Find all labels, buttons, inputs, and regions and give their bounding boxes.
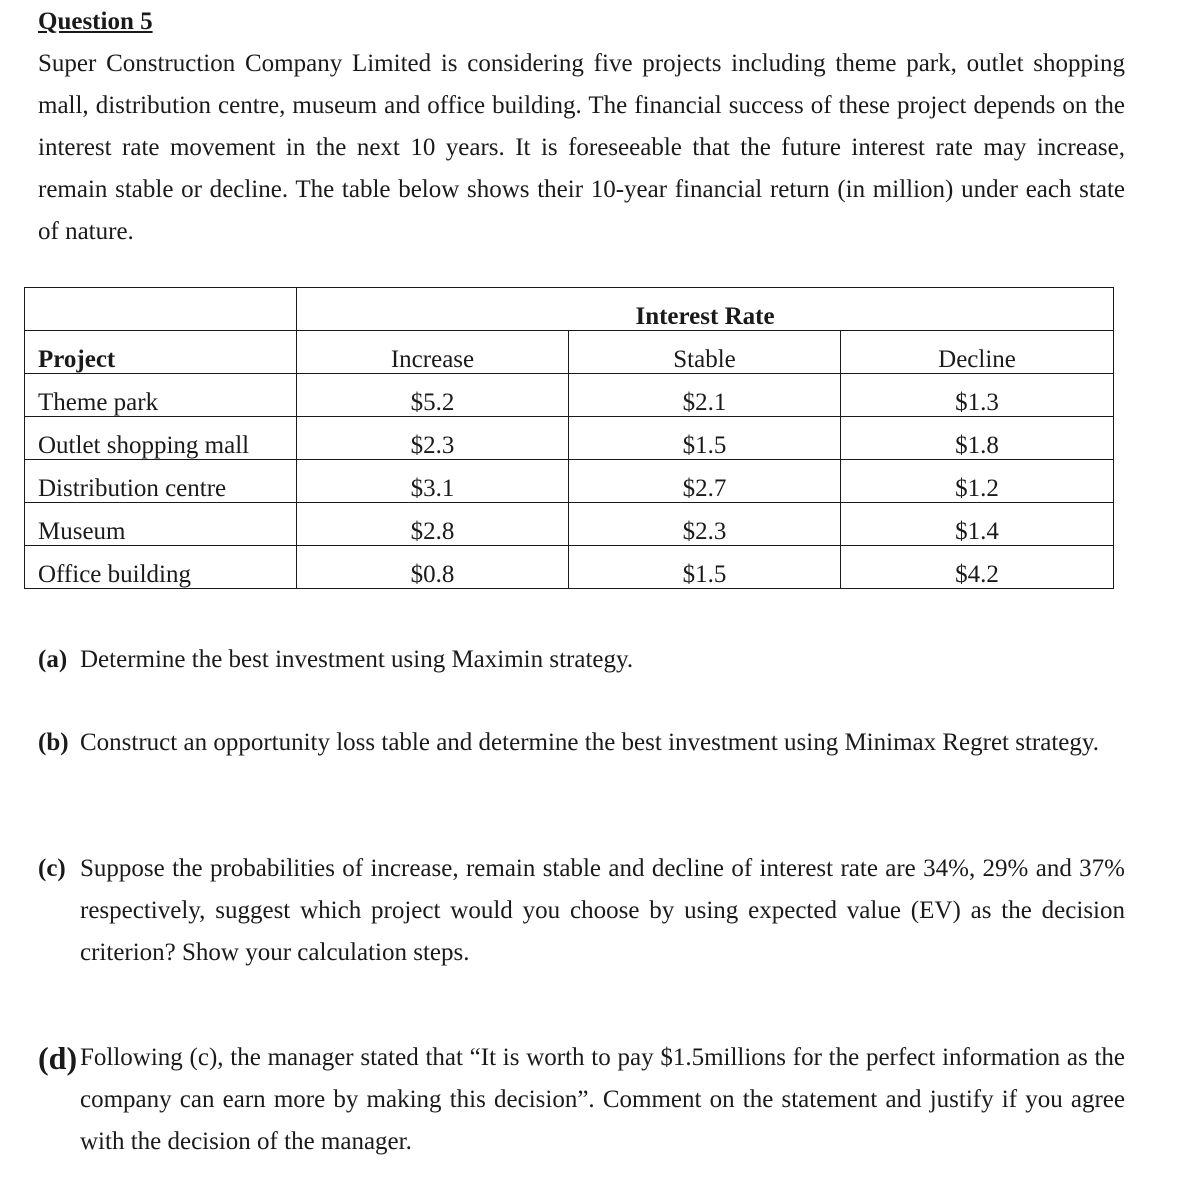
- question-part-d: [38, 1037, 1125, 1163]
- table-row: [25, 460, 1114, 503]
- part-label: (c): [38, 855, 66, 882]
- value-cell: $2.8: [297, 503, 569, 546]
- table-corner-cell: [25, 288, 297, 331]
- part-label: (d): [38, 1040, 78, 1076]
- value-cell: $2.7: [569, 460, 841, 503]
- value-cell: $1.8: [841, 417, 1114, 460]
- project-column-header: Project: [25, 331, 297, 374]
- table-row: [25, 417, 1114, 460]
- part-text: Suppose the probabilities of increase, remain stable and decline of interest rate are 34%, 29% and 37% respectively, suggest which project would you choose by using expected value (EV) as the decision criterion? Show your calculation steps.: [80, 855, 1125, 966]
- intro-paragraph: Super Construction Company Limited is considering five projects including theme park, outlet shopping mall, distribution centre, museum and office building. The financial success of these project depends on the interest rate movement in the next 10 years. It is foreseeable that the future interest rate may increase, remain stable or decline. The table below shows their 10-year financial return (in million) under each state of nature.: [38, 50, 1125, 245]
- question-part-b: [38, 722, 1125, 764]
- value-cell: $4.2: [841, 546, 1114, 589]
- value-cell: $2.3: [297, 417, 569, 460]
- project-name: Museum: [25, 503, 297, 546]
- project-name: Theme park: [25, 374, 297, 417]
- project-name: Office building: [25, 546, 297, 589]
- value-cell: $2.1: [569, 374, 841, 417]
- table-row: [25, 503, 1114, 546]
- part-text: Determine the best investment using Maximin strategy.: [80, 646, 634, 673]
- value-cell: $1.2: [841, 460, 1114, 503]
- value-cell: $3.1: [297, 460, 569, 503]
- question-title: Question 5: [38, 8, 153, 35]
- part-text: Construct an opportunity loss table and determine the best investment using Minimax Regret strategy.: [80, 729, 1100, 756]
- part-label: (b): [38, 729, 69, 756]
- part-text: Following (c), the manager stated that “It is worth to pay $1.5millions for the perfect information as the company can earn more by making this decision”. Comment on the statement and justify if you agree with the decision of the manager.: [80, 1044, 1125, 1155]
- column-header-stable: Stable: [569, 331, 841, 374]
- part-label: (a): [38, 646, 68, 673]
- project-name: Outlet shopping mall: [25, 417, 297, 460]
- value-cell: $0.8: [297, 546, 569, 589]
- table-row: [25, 374, 1114, 417]
- question-part-c: [38, 848, 1125, 974]
- value-cell: $2.3: [569, 503, 841, 546]
- question-part-a: [38, 639, 1125, 681]
- table-row: [25, 546, 1114, 589]
- table-column-header-row: [25, 331, 1114, 374]
- payoff-table: [24, 287, 1114, 589]
- column-header-increase: Increase: [297, 331, 569, 374]
- project-name: Distribution centre: [25, 460, 297, 503]
- value-cell: $1.4: [841, 503, 1114, 546]
- value-cell: $1.3: [841, 374, 1114, 417]
- value-cell: $5.2: [297, 374, 569, 417]
- interest-rate-header: Interest Rate: [297, 288, 1114, 331]
- column-header-decline: Decline: [841, 331, 1114, 374]
- table-group-header-row: [25, 288, 1114, 331]
- value-cell: $1.5: [569, 417, 841, 460]
- value-cell: $1.5: [569, 546, 841, 589]
